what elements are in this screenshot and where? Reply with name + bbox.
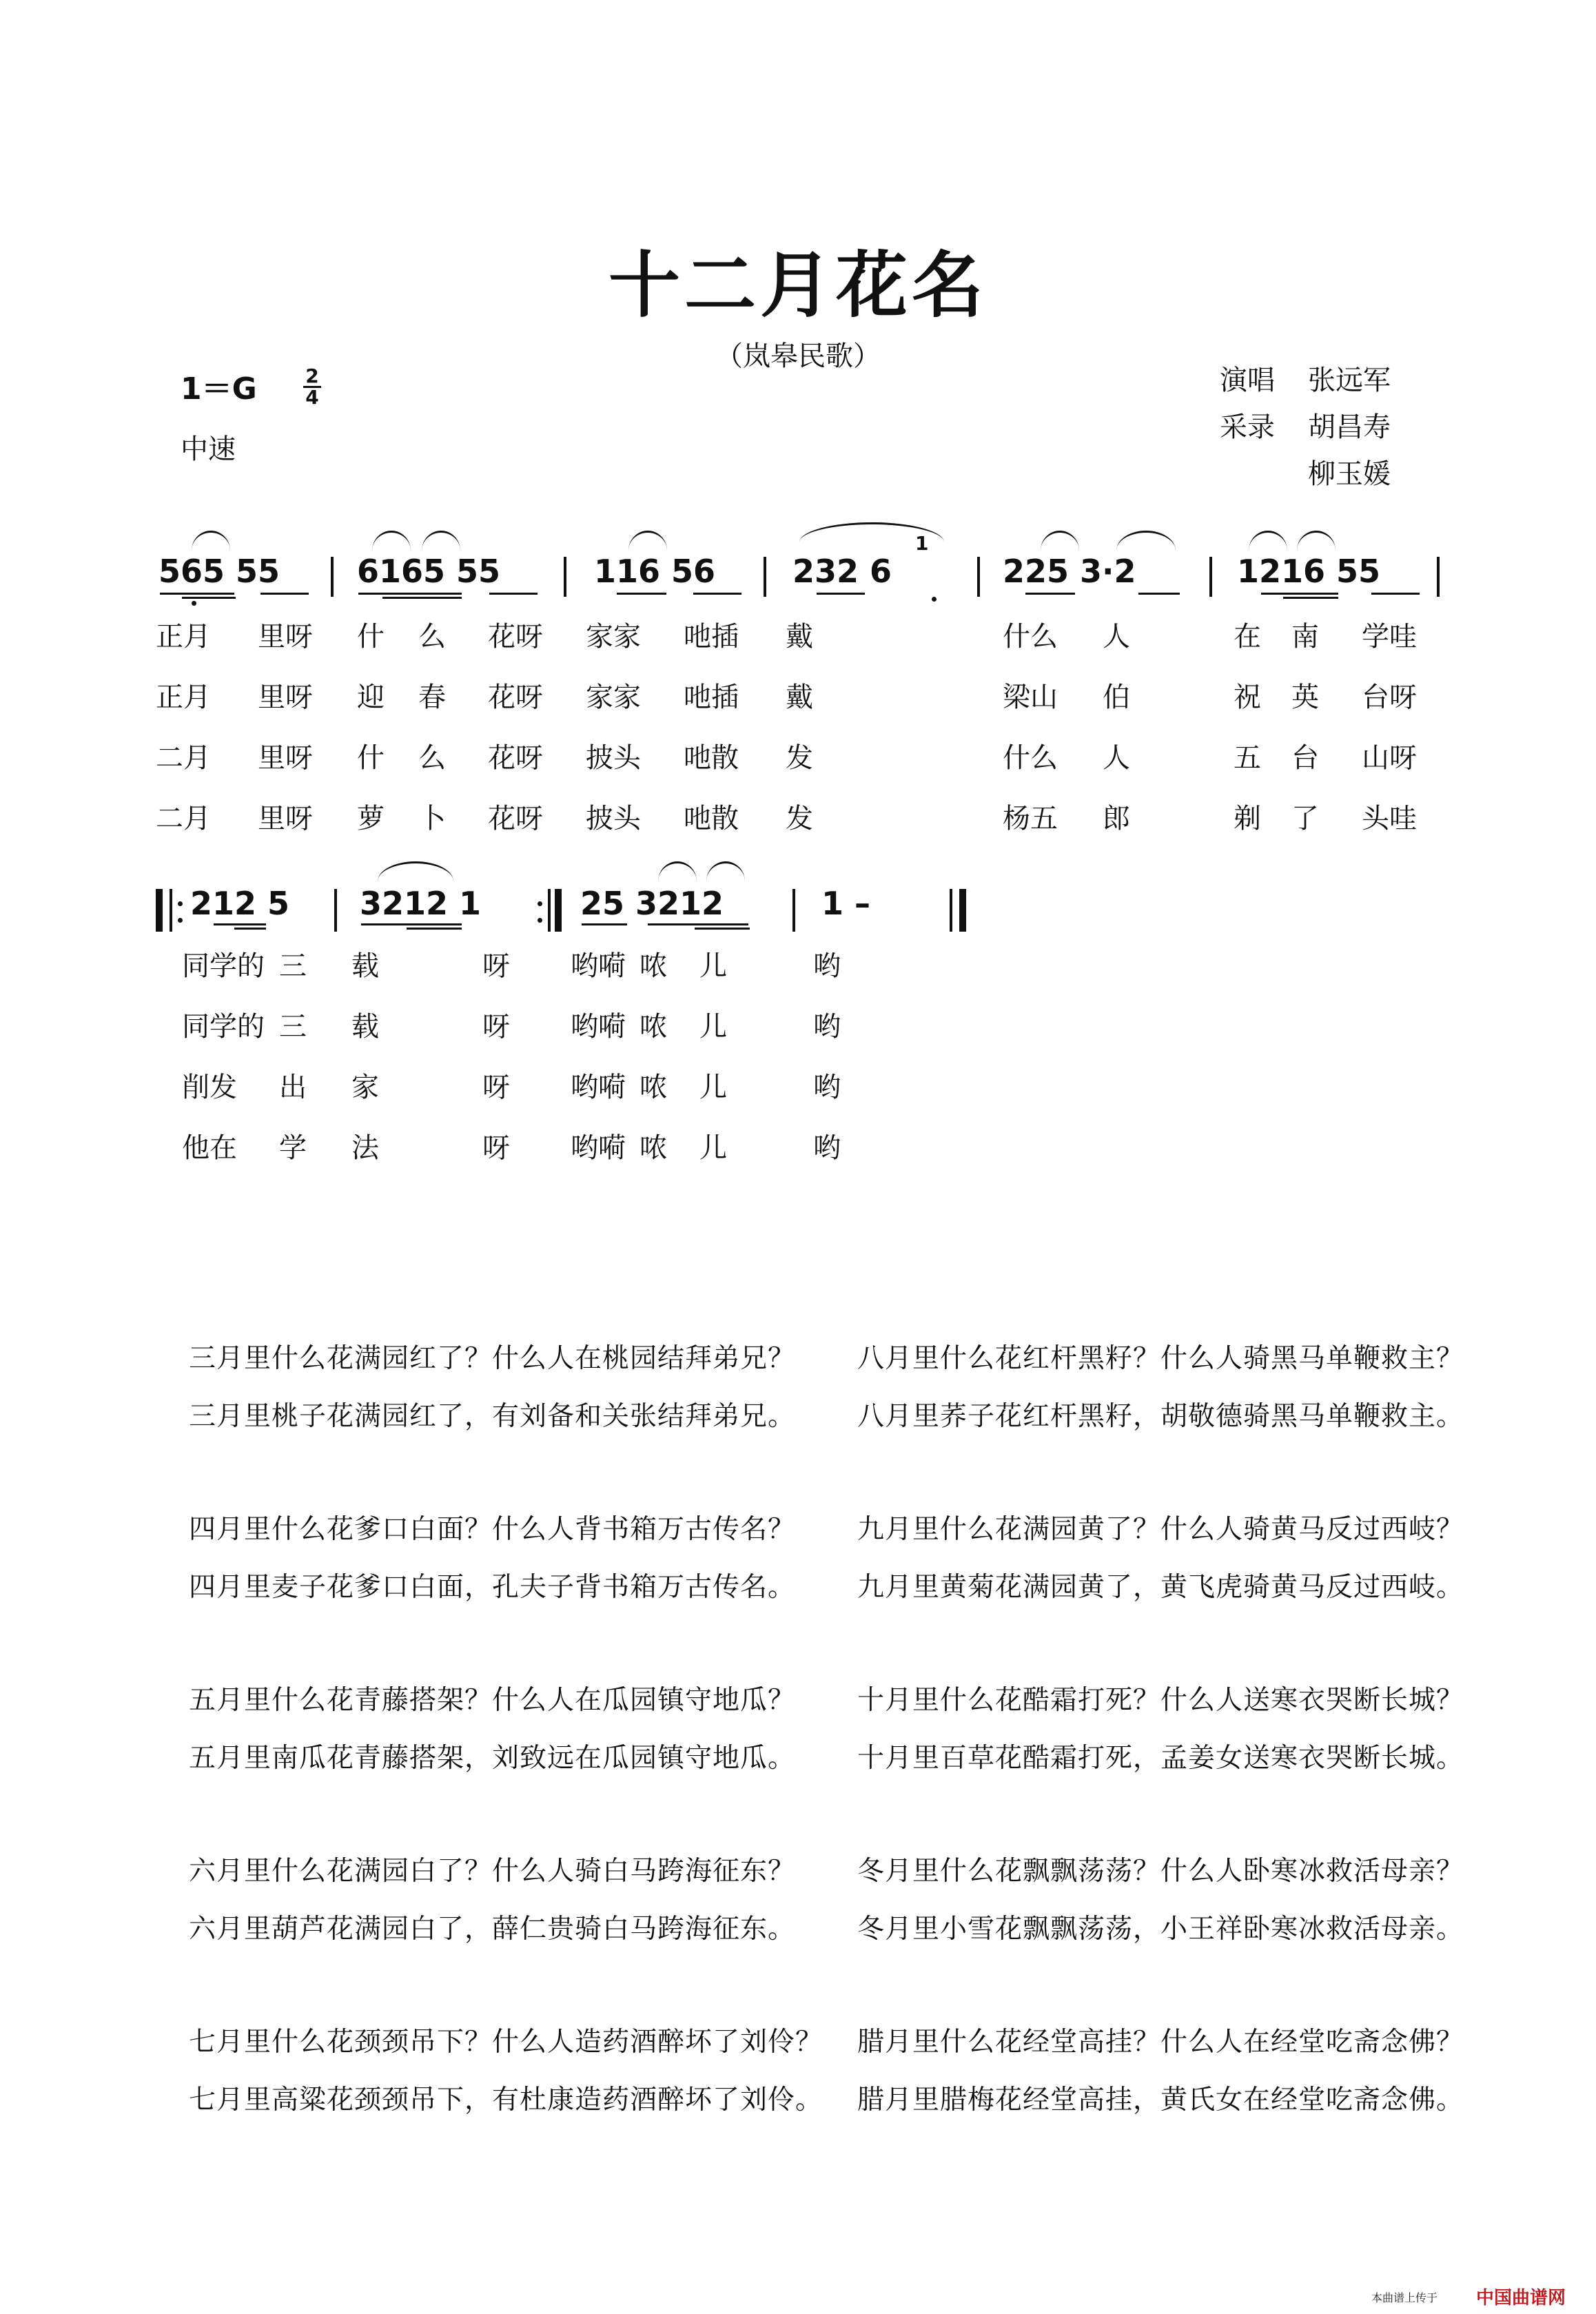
lyric-syllable: 家家	[586, 621, 641, 653]
barline	[977, 557, 980, 597]
underline	[1371, 593, 1420, 595]
underline	[234, 928, 266, 930]
repeat-dot	[178, 918, 183, 923]
lyric-syllable: 学	[279, 1132, 307, 1164]
underline	[160, 593, 234, 595]
key-signature: 1＝G	[181, 371, 257, 407]
lyric-syllable: 载	[351, 950, 379, 982]
verse-question: 冬月里什么花飘飘荡荡？什么人卧寒冰救活母亲？	[857, 1856, 1464, 1887]
lyric-syllable: 迎	[357, 682, 385, 713]
slur	[422, 531, 460, 551]
repeat-dot	[538, 901, 542, 906]
lyric-syllable: 出	[279, 1072, 307, 1103]
lyric-syllable: 里呀	[258, 803, 313, 835]
verse-answer: 九月里黄菊花满园黄了，黄飞虎骑黄马反过西岐。	[857, 1572, 1464, 1603]
lyric-syllable: 正月	[156, 621, 211, 653]
lyric-syllable: 戴	[786, 682, 813, 713]
verse-question: 五月里什么花青藤搭架？什么人在瓜园镇守地瓜？	[189, 1685, 796, 1716]
measure-7: 212 5	[190, 885, 290, 922]
underline	[693, 593, 741, 595]
lyric-syllable: 二月	[156, 803, 211, 835]
lyric-syllable: 家家	[586, 682, 641, 713]
verse-question: 三月里什么花满园红了？什么人在桃园结拜弟兄？	[189, 1343, 796, 1374]
song-subtitle: （岚皋民歌）	[715, 340, 881, 372]
repeat-end-bar	[555, 889, 562, 932]
time-signature	[302, 367, 323, 407]
lyric-syllable: 里呀	[258, 742, 313, 774]
underline	[582, 923, 627, 925]
lyric-syllable: 哝	[640, 950, 667, 982]
lyric-syllable: 呀	[482, 1072, 510, 1103]
lyric-syllable: 哟嗬	[571, 950, 626, 982]
lyric-syllable: 吔插	[684, 621, 739, 653]
lyric-syllable: 萝	[357, 803, 385, 835]
measure-6: 1216 55	[1237, 553, 1381, 590]
lyric-syllable: 法	[351, 1132, 379, 1164]
lyric-syllable: 人	[1103, 621, 1130, 653]
slur	[1041, 531, 1079, 551]
slur	[1116, 531, 1176, 551]
lyric-syllable: 了	[1291, 803, 1319, 835]
underline	[358, 593, 462, 595]
slur	[706, 861, 745, 881]
lyric-syllable: 花呀	[488, 803, 543, 835]
lyric-syllable: 披头	[586, 803, 641, 835]
song-title: 十二月花名	[608, 243, 988, 327]
verse-answer: 冬月里小雪花飘飘荡荡，小王祥卧寒冰救活母亲。	[857, 1914, 1464, 1945]
barline	[170, 889, 172, 932]
verse-answer: 三月里桃子花满园红了，有刘备和关张结拜弟兄。	[189, 1401, 796, 1432]
underline	[1138, 593, 1180, 595]
slur	[378, 861, 453, 881]
tie	[799, 522, 944, 542]
lyric-syllable: 同学的	[182, 1011, 265, 1043]
collector-name-2: 柳玉媛	[1308, 458, 1391, 490]
lyric-syllable: 三	[279, 1011, 307, 1043]
underline	[695, 928, 750, 930]
underline	[617, 593, 666, 595]
lyric-syllable: 郎	[1103, 803, 1130, 835]
lyric-syllable: 载	[351, 1011, 379, 1043]
lyric-syllable: 发	[786, 742, 813, 774]
low-octave-dot	[192, 601, 196, 606]
lyric-syllable: 什么	[1003, 742, 1058, 774]
barline	[334, 889, 337, 932]
measure-8: 3212 1	[360, 885, 482, 922]
underline	[382, 597, 462, 599]
lyric-syllable: 台呀	[1362, 682, 1417, 713]
underline	[407, 928, 462, 930]
lyric-syllable: 花呀	[488, 621, 543, 653]
lyric-syllable: 剃	[1234, 803, 1261, 835]
lyric-syllable: 家	[351, 1072, 379, 1103]
underline	[182, 597, 236, 599]
verse-answer: 十月里百草花酷霜打死，孟姜女送寒衣哭断长城。	[857, 1743, 1464, 1774]
barline	[792, 889, 795, 932]
lyric-syllable: 哟	[813, 950, 841, 982]
barline	[1437, 557, 1440, 597]
verse-question: 七月里什么花颈颈吊下？什么人造药酒醉坏了刘伶？	[189, 2027, 823, 2058]
slur	[1249, 531, 1287, 551]
lyric-syllable: 里呀	[258, 682, 313, 713]
final-barline-thick	[959, 889, 966, 932]
underline	[361, 923, 462, 925]
measure-9: 25 3212	[580, 885, 724, 922]
lyric-syllable: 哝	[640, 1011, 667, 1043]
lyric-syllable: 哟嗬	[571, 1132, 626, 1164]
barline	[1209, 557, 1212, 597]
measure-2: 6165 55	[357, 553, 501, 590]
lyric-syllable: 呀	[482, 1011, 510, 1043]
lyric-syllable: 什么	[1003, 621, 1058, 653]
underline	[1261, 593, 1338, 595]
footer-upload-text: 本曲谱上传于	[1371, 2291, 1438, 2304]
lyric-syllable: 哟嗬	[571, 1072, 626, 1103]
final-barline	[950, 889, 952, 932]
slur	[192, 531, 230, 551]
lyric-syllable: 呀	[482, 1132, 510, 1164]
time-signature-top: 2	[305, 365, 319, 387]
lyric-syllable: 儿	[699, 1011, 727, 1043]
verse-answer: 四月里麦子花爹口白面，孔夫子背书箱万古传名。	[189, 1572, 796, 1603]
lyric-syllable: 五	[1234, 742, 1261, 774]
verse-answer: 五月里南瓜花青藤搭架，刘致远在瓜园镇守地瓜。	[189, 1743, 796, 1774]
lyric-syllable: 里呀	[258, 621, 313, 653]
verse-answer: 七月里高粱花颈颈吊下，有杜康造药酒醉坏了刘伶。	[189, 2085, 823, 2116]
lyric-syllable: 花呀	[488, 742, 543, 774]
barline	[331, 557, 334, 597]
lyric-syllable: 哝	[640, 1072, 667, 1103]
tempo-marking: 中速	[181, 433, 236, 465]
verse-question: 十月里什么花酷霜打死？什么人送寒衣哭断长城？	[857, 1685, 1464, 1716]
lyric-syllable: 戴	[786, 621, 813, 653]
underline	[260, 593, 309, 595]
low-octave-dot	[932, 597, 937, 602]
lyric-syllable: 正月	[156, 682, 211, 713]
verse-question: 九月里什么花满园黄了？什么人骑黄马反过西岐？	[857, 1514, 1464, 1545]
measure-3: 116 56	[594, 553, 716, 590]
verse-question: 八月里什么花红杆黑籽？什么人骑黑马单鞭救主？	[857, 1343, 1464, 1374]
barline	[764, 557, 766, 597]
lyric-syllable: 在	[1234, 621, 1261, 653]
slur	[658, 861, 697, 881]
lyric-syllable: 哟	[813, 1011, 841, 1043]
underline	[1025, 593, 1075, 595]
lyric-syllable: 吔插	[684, 682, 739, 713]
lyric-syllable: 学哇	[1362, 621, 1417, 653]
measure-10: 1 –	[821, 885, 871, 922]
lyric-syllable: 吔散	[684, 803, 739, 835]
lyric-syllable: 二月	[156, 742, 211, 774]
lyric-syllable: 儿	[699, 1072, 727, 1103]
measure-4: 232 6	[792, 553, 892, 590]
measure-5: 225 3·2	[1003, 553, 1136, 590]
lyric-syllable: 梁山	[1003, 682, 1058, 713]
slur	[628, 531, 667, 551]
lyric-syllable: 哟	[813, 1072, 841, 1103]
collector-label: 采录	[1220, 411, 1275, 443]
underline	[489, 593, 538, 595]
repeat-start-bar	[156, 889, 163, 932]
lyric-syllable: 吔散	[684, 742, 739, 774]
lyric-syllable: 杨五	[1003, 803, 1058, 835]
verse-answer: 八月里荞子花红杆黑籽，胡敬德骑黑马单鞭救主。	[857, 1401, 1464, 1432]
underline	[817, 593, 865, 595]
underline	[214, 923, 266, 925]
lyric-syllable: 卜	[418, 803, 446, 835]
lyric-syllable: 么	[418, 742, 446, 774]
lyric-syllable: 儿	[699, 950, 727, 982]
lyric-syllable: 同学的	[182, 950, 265, 982]
lyric-syllable: 南	[1291, 621, 1319, 653]
lyric-syllable: 么	[418, 621, 446, 653]
underline	[648, 923, 748, 925]
lyric-syllable: 呀	[482, 950, 510, 982]
verse-answer: 六月里葫芦花满园白了，薛仁贵骑白马跨海征东。	[189, 1914, 796, 1945]
time-signature-bottom: 4	[305, 386, 319, 409]
lyric-syllable: 台	[1291, 742, 1319, 774]
underline	[1283, 597, 1338, 599]
lyric-syllable: 三	[279, 950, 307, 982]
repeat-dot	[538, 918, 542, 923]
lyric-syllable: 哝	[640, 1132, 667, 1164]
lyric-syllable: 发	[786, 803, 813, 835]
slur	[372, 531, 411, 551]
lyric-syllable: 披头	[586, 742, 641, 774]
barline	[548, 889, 551, 932]
verse-question: 四月里什么花爹口白面？什么人背书箱万古传名？	[189, 1514, 796, 1545]
lyric-syllable: 英	[1291, 682, 1319, 713]
site-logo[interactable]: 中国曲谱网	[1476, 2288, 1566, 2308]
verse-question: 腊月里什么花经堂高挂？什么人在经堂吃斋念佛？	[857, 2027, 1464, 2058]
lyric-syllable: 削发	[182, 1072, 237, 1103]
lyric-syllable: 伯	[1103, 682, 1130, 713]
lyric-syllable: 什	[357, 742, 385, 774]
grace-note: 1	[915, 532, 929, 555]
lyric-syllable: 他在	[182, 1132, 237, 1164]
verse-question: 六月里什么花满园白了？什么人骑白马跨海征东？	[189, 1856, 796, 1887]
lyric-syllable: 哟嗬	[571, 1011, 626, 1043]
lyric-syllable: 儿	[699, 1132, 727, 1164]
verse-answer: 腊月里腊梅花经堂高挂，黄氏女在经堂吃斋念佛。	[857, 2085, 1464, 2116]
lyric-syllable: 春	[418, 682, 446, 713]
lyric-syllable: 花呀	[488, 682, 543, 713]
repeat-dot	[178, 901, 183, 906]
lyric-syllable: 人	[1103, 742, 1130, 774]
collector-name-1: 胡昌寿	[1308, 411, 1391, 443]
singer-label: 演唱	[1220, 365, 1275, 396]
measure-1: 565 55	[158, 553, 280, 590]
lyric-syllable: 哟	[813, 1132, 841, 1164]
lyric-syllable: 头哇	[1362, 803, 1417, 835]
slur	[1297, 531, 1336, 551]
barline	[564, 557, 566, 597]
lyric-syllable: 什	[357, 621, 385, 653]
lyric-syllable: 山呀	[1362, 742, 1417, 774]
lyric-syllable: 祝	[1234, 682, 1261, 713]
singer-name: 张远军	[1308, 365, 1391, 396]
